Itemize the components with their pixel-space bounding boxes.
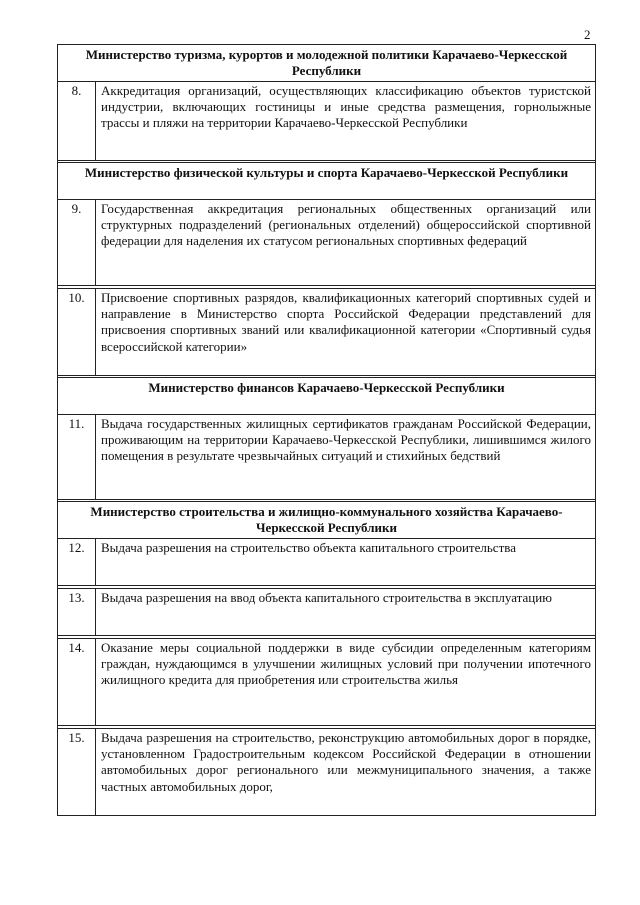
table-row <box>58 200 595 286</box>
table-row <box>58 588 595 636</box>
table-row <box>58 288 595 376</box>
row-text: Оказание меры социальной поддержки в виде субсидии определенным категориям граждан, нуждающимся в улучшении жилищных условий при получении ипотечного жилищного кредита для приобретения или строительства жилья <box>101 640 591 688</box>
table-row <box>58 415 595 500</box>
row-number: 9. <box>58 200 96 285</box>
row-text: Присвоение спортивных разрядов, квалификационных категорий спортивных судей и направление в Министерство спорта Российской Федерации представлений для присвоения спортивных званий или квалификационной категории «Спортивный судья всероссийской категории» <box>101 290 591 354</box>
row-text: Выдача разрешения на строительство, реконструкцию автомобильных дорог в порядке, установленном Градостроительным кодексом Российской Федерации в отношении автомобильных дорог регионального или межмуниципального значения, а также частных автомобильных дорог, <box>101 730 591 794</box>
row-text: Выдача разрешения на ввод объекта капитального строительства в эксплуатацию <box>101 590 552 605</box>
row-number: 12. <box>58 539 96 585</box>
row-number: 13. <box>58 589 96 635</box>
row-text: Аккредитация организаций, осуществляющих классификацию объектов туристской индустрии, включающих гостиницы и иные средства размещения, горнолыжные трассы и пляжи на территории Карачаево-Черкесской Республики <box>101 83 591 131</box>
row-text: Государственная аккредитация региональных общественных организаций или структурных подразделений (региональных отделений) общероссийской спортивной федерации для наделения их статусом региональных спортивных федераций <box>101 201 591 249</box>
section-header-construction: Министерство строительства и жилищно-коммунального хозяйства Карачаево-Черкесской Республики <box>58 501 595 539</box>
row-number: 11. <box>58 415 96 499</box>
table-row <box>58 728 595 816</box>
row-text: Выдача государственных жилищных сертификатов гражданам Российской Федерации, проживающим на территории Карачаево-Черкесской Республики, лишившимся жилого помещения в результате чрезвычайных ситуаций и стихийных бедствий <box>101 416 591 464</box>
row-text: Выдача разрешения на строительство объекта капитального строительства <box>101 540 516 555</box>
services-table <box>57 44 596 816</box>
section-header-tourism: Министерство туризма, курортов и молодежной политики Карачаево-Черкесской Республики <box>58 44 595 82</box>
table-row <box>58 638 595 726</box>
row-number: 10. <box>58 289 96 375</box>
row-number: 15. <box>58 729 96 815</box>
table-row <box>58 539 595 586</box>
row-number: 14. <box>58 639 96 725</box>
section-header-sport: Министерство физической культуры и спорта Карачаево-Черкесской Республики <box>58 162 595 200</box>
page-number: 2 <box>584 27 591 42</box>
section-header-finance: Министерство финансов Карачаево-Черкесской Республики <box>58 377 595 415</box>
row-number: 8. <box>58 82 96 160</box>
table-row <box>58 82 595 161</box>
